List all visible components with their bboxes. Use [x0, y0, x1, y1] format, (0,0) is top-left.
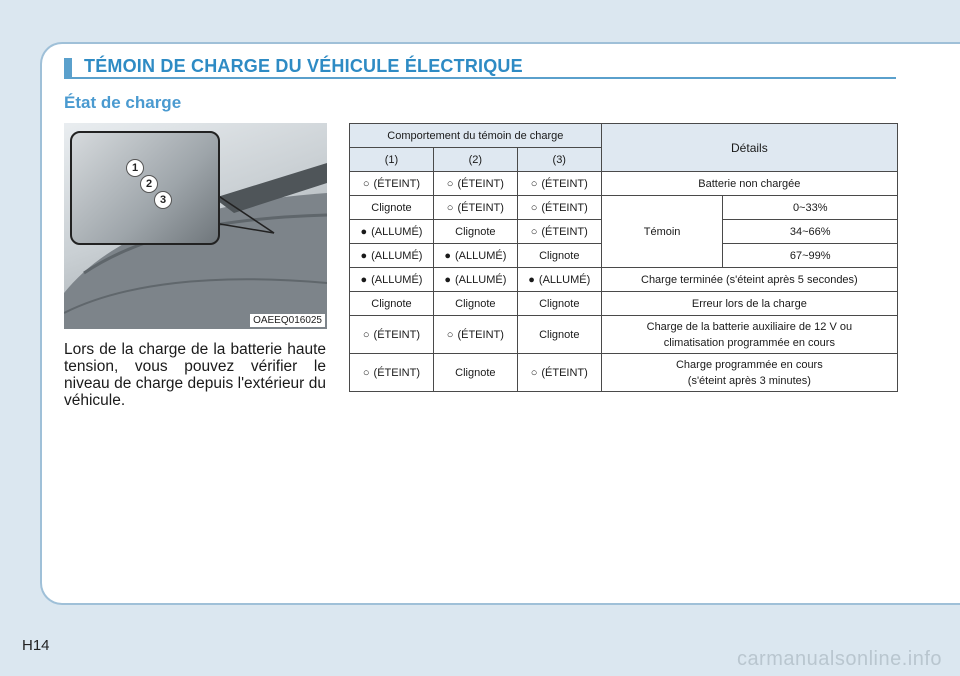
charge-indicator-inset: [70, 131, 220, 245]
indicator-off-icon: ○: [446, 177, 454, 190]
table-row: [350, 268, 898, 292]
table-cell: ● (ALLUMÉ): [350, 268, 434, 292]
table-detail-cell: Charge programmée en cours (s'éteint après 3 minutes): [601, 354, 897, 392]
table-header-details: Détails: [601, 124, 897, 172]
indicator-off-icon: ○: [362, 328, 370, 341]
table-cell: Clignote: [517, 244, 601, 268]
table-detail-cell: 67~99%: [723, 244, 898, 268]
table-detail-cell: Charge terminée (s'éteint après 5 secondes): [601, 268, 897, 292]
table-row: [350, 316, 898, 354]
indicator-off-icon: ○: [446, 328, 454, 341]
table-cell: ○ (ÉTEINT): [433, 316, 517, 354]
table-header-group: Comportement du témoin de charge: [350, 124, 602, 148]
table-cell: Clignote: [350, 292, 434, 316]
table-cell: ○ (ÉTEINT): [517, 172, 601, 196]
indicator-on-icon: ●: [360, 225, 368, 238]
indicator-on-icon: ●: [528, 273, 535, 286]
table-cell: ○ (ÉTEINT): [350, 316, 434, 354]
table-cell: ○ (ÉTEINT): [517, 196, 601, 220]
table-cell: Clignote: [517, 292, 601, 316]
table-cell: ○ (ÉTEINT): [433, 172, 517, 196]
page-title: TÉMOIN DE CHARGE DU VÉHICULE ÉLECTRIQUE: [84, 56, 523, 76]
marker-2: 2: [140, 175, 158, 193]
table-cell: ● (ALLUMÉ): [433, 268, 517, 292]
watermark: carmanualsonline.info: [736, 648, 942, 670]
table-cell: ○ (ÉTEINT): [517, 354, 601, 392]
table-detail-cell: Charge de la batterie auxiliaire de 12 V ou climatisation programmée en cours: [601, 316, 897, 354]
table-cell: ○ (ÉTEINT): [517, 220, 601, 244]
table-detail-cell: Batterie non chargée: [601, 172, 897, 196]
page-number: H14: [22, 637, 50, 654]
table-cell: ● (ALLUMÉ): [350, 220, 434, 244]
table-cell: ○ (ÉTEINT): [350, 354, 434, 392]
table-cell: Clignote: [433, 354, 517, 392]
table-temoin-cell: Témoin: [601, 196, 723, 268]
table-cell: ● (ALLUMÉ): [350, 244, 434, 268]
indicator-off-icon: ○: [530, 225, 538, 238]
marker-3: 3: [154, 191, 172, 209]
table-row: [350, 354, 898, 392]
table-cell: ● (ALLUMÉ): [433, 244, 517, 268]
indicator-on-icon: ●: [444, 249, 452, 262]
charge-status-table: [349, 123, 898, 392]
table-cell: ○ (ÉTEINT): [433, 196, 517, 220]
indicator-off-icon: ○: [362, 177, 370, 190]
marker-1: 1: [126, 159, 144, 177]
figure-code: OAEEQ016025: [250, 314, 325, 327]
indicator-off-icon: ○: [362, 366, 370, 379]
table-row: [350, 172, 898, 196]
vehicle-photo: [64, 123, 327, 329]
table-cell: ● (ALLUMÉ): [517, 268, 601, 292]
indicator-on-icon: ●: [444, 273, 452, 286]
table-cell: ○ (ÉTEINT): [350, 172, 434, 196]
table-row: [350, 196, 898, 220]
table-cell: Clignote: [517, 316, 601, 354]
table-cell: Clignote: [433, 292, 517, 316]
indicator-off-icon: ○: [446, 201, 454, 214]
indicator-off-icon: ○: [530, 201, 538, 214]
table-header-col-3: (3): [517, 148, 601, 172]
table-header-col-2: (2): [433, 148, 517, 172]
table-cell: Clignote: [350, 196, 434, 220]
table-detail-cell: 34~66%: [723, 220, 898, 244]
indicator-off-icon: ○: [530, 366, 538, 379]
indicator-on-icon: ●: [360, 273, 368, 286]
table-header-col-1: (1): [350, 148, 434, 172]
table-detail-cell: Erreur lors de la charge: [601, 292, 897, 316]
body-paragraph: Lors de la charge de la batterie haute tension, vous pouvez vérifier le niveau de charge depuis l'extérieur du véhicule.: [64, 341, 326, 409]
indicator-off-icon: ○: [530, 177, 538, 190]
table-row: [350, 292, 898, 316]
header-rule: [64, 77, 896, 79]
table-detail-cell: 0~33%: [723, 196, 898, 220]
section-title: État de charge: [64, 93, 182, 112]
header-accent-bar: [64, 58, 72, 78]
indicator-on-icon: ●: [360, 249, 368, 262]
table-cell: Clignote: [433, 220, 517, 244]
